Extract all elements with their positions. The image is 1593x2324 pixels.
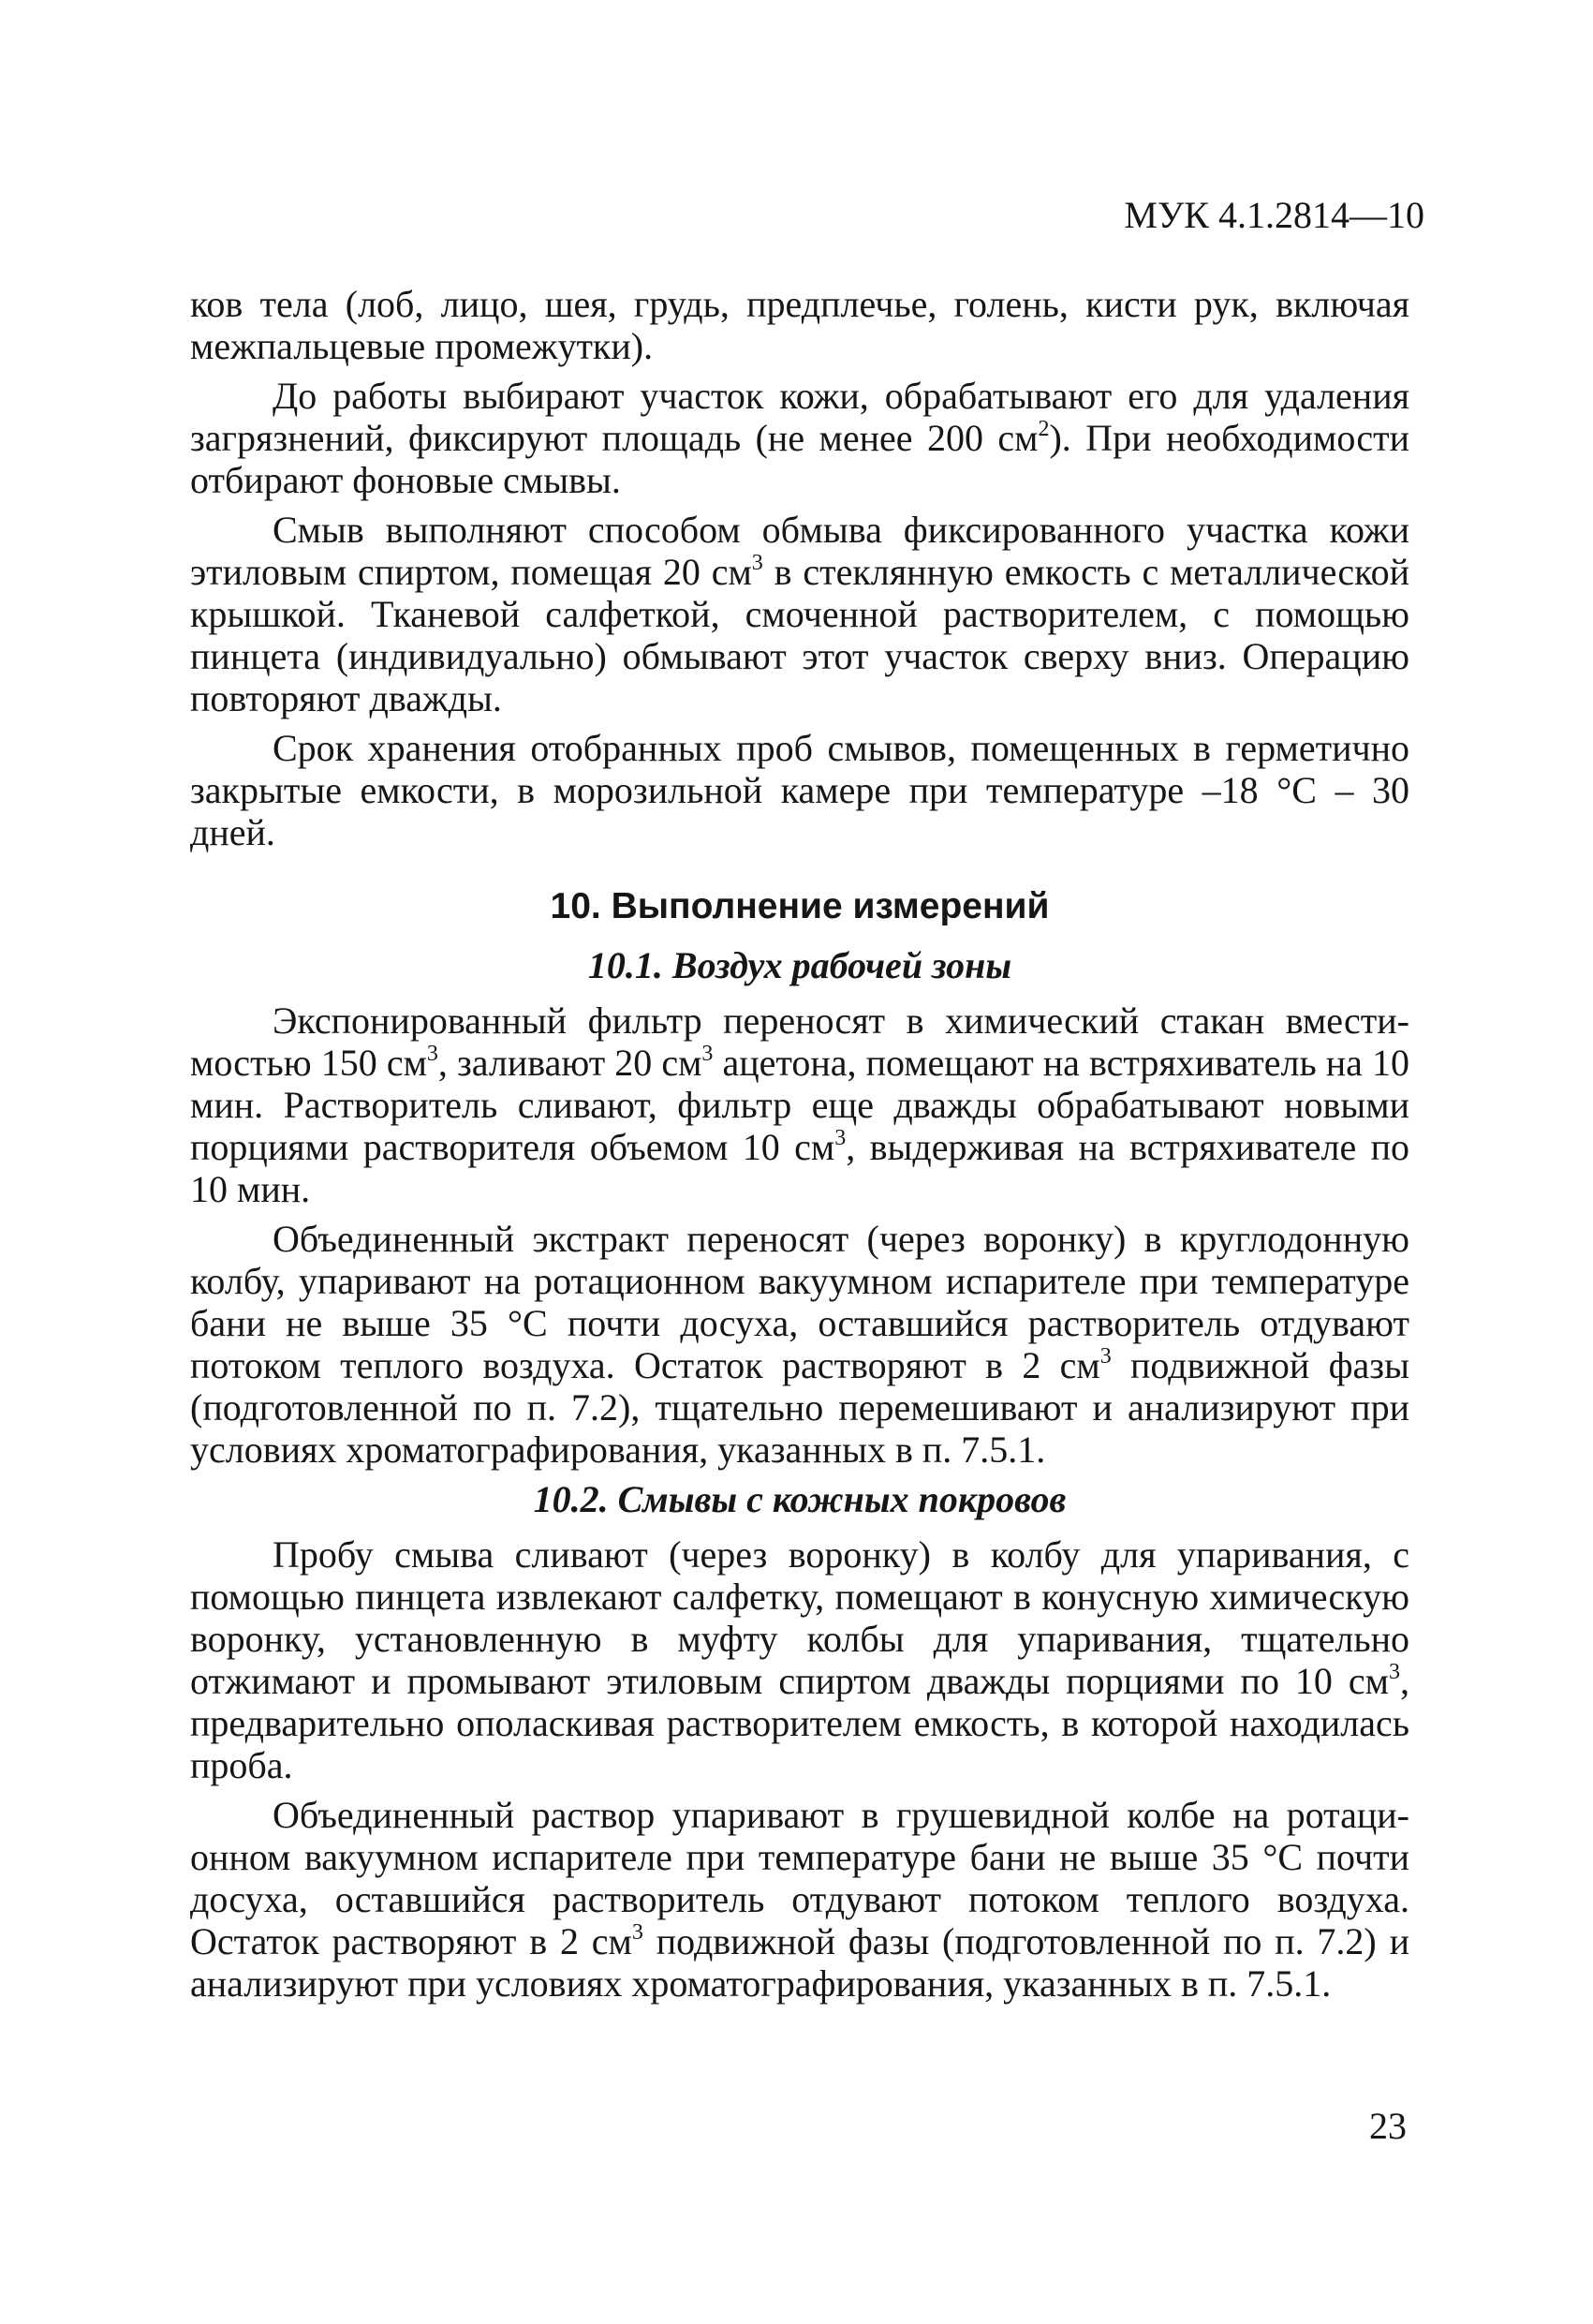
text-run: , выдерживая на встряхивателе по 10 мин. bbox=[190, 1126, 1409, 1210]
text-run: ков тела (лоб, лицо, шея, грудь, предплечье, голень, кисти рук, включая межпальцевые промежутки). bbox=[190, 283, 1409, 367]
text-run: Срок хранения отобранных проб смывов, помещенных в герметично закрытые емкости, в морозильной камере при температуре –18 °С – 30 дней. bbox=[190, 727, 1409, 853]
superscript: 3 bbox=[1389, 1660, 1400, 1684]
section-heading: 10. Выполнение измерений bbox=[550, 886, 1050, 926]
text-run: ). При необходимости отбирают фоновые смывы. bbox=[190, 417, 1410, 501]
body-text bbox=[190, 283, 1409, 2012]
text-run: Объединенный раствор упаривают в грушевидной колбе на ротационном вакуумном испарителе при температуре бани не выше 35 °С почти досуха, оставшийся растворитель отдувают потоком теплого воздуха. Остаток растворяют в 2 см bbox=[190, 1794, 1409, 1962]
paragraph-extract-evaporation bbox=[190, 1218, 1409, 1471]
text-run: Объединенный экстракт переносят (через воронку) в круглодонную колбу, упаривают на ротационном вакуумном испарителе при температуре бани не выше 35 °С почти досуха, оставшийся растворитель отдувают потоком теплого воздуха. Остаток растворяют в 2 см bbox=[190, 1218, 1409, 1386]
paragraph-preparation bbox=[190, 375, 1409, 501]
paragraph-filter-extraction bbox=[190, 999, 1409, 1210]
page-number: 23 bbox=[1369, 2105, 1407, 2147]
paragraph-storage bbox=[190, 727, 1409, 853]
paragraph-solution-evaporation bbox=[190, 1794, 1409, 2005]
superscript: 3 bbox=[1099, 1344, 1112, 1369]
superscript: 3 bbox=[426, 1042, 438, 1066]
text-run: , заливают 20 см bbox=[437, 1042, 702, 1084]
superscript: 3 bbox=[701, 1042, 714, 1066]
paragraph-wash-transfer bbox=[190, 1533, 1409, 1786]
text-run: в стеклянную емкость с металлической крышкой. Тканевой салфеткой, смоченной растворителем, с помощью пинцета (индивидуально) обмывают этот участок сверху вниз. Операцию повторяют дважды. bbox=[190, 551, 1409, 719]
superscript: 3 bbox=[834, 1126, 847, 1150]
text-run: Пробу смыва сливают (через воронку) в колбу для упаривания, с помощью пинцета извлекают салфетку, помещают в конусную химическую воронку, установленную в муфту колбы для упаривания, тщательно отжимают и промывают этиловым спиртом дважды порциями по 10 см bbox=[190, 1533, 1409, 1702]
text-run: Смыв выполняют способом обмыва фиксированного участка кожи этиловым спиртом, помещая 20 см bbox=[190, 509, 1409, 593]
subsection-heading-air: 10.1. Воздух рабочей зоны bbox=[587, 944, 1012, 986]
text-run: Экспонированный фильтр переносят в химический стакан вместимостью 150 см bbox=[190, 999, 1409, 1084]
paragraph-body-parts bbox=[190, 283, 1409, 367]
text-run: До работы выбирают участок кожи, обрабатывают его для удаления загрязнений, фиксируют площадь (не менее 200 см bbox=[190, 375, 1409, 459]
superscript: 2 bbox=[1038, 417, 1050, 441]
text-run: подвижной фазы (подготовленной по п. 7.2), тщательно перемешивают и анализируют при условиях хроматографирования, указанных в п. 7.5.1. bbox=[190, 1344, 1409, 1471]
superscript: 3 bbox=[631, 1920, 643, 1945]
subsection-heading-skin: 10.2. Смывы с кожных покровов bbox=[533, 1478, 1067, 1520]
text-run: ацетона, помещают на встряхиватель на 10 мин. Растворитель сливают, фильтр еще дважды обрабатывают новыми порциями растворителя объемом 10 см bbox=[190, 1042, 1409, 1168]
document-code: МУК 4.1.2814—10 bbox=[1124, 194, 1424, 236]
text-run: , предварительно ополаскивая растворителем емкость, в которой находилась проба. bbox=[190, 1660, 1409, 1786]
text-run: подвижной фазы (подготовленной по п. 7.2) и анализируют при условиях хроматографирования, указанных в п. 7.5.1. bbox=[190, 1920, 1409, 2005]
superscript: 3 bbox=[751, 551, 763, 575]
paragraph-wash-procedure bbox=[190, 509, 1409, 719]
